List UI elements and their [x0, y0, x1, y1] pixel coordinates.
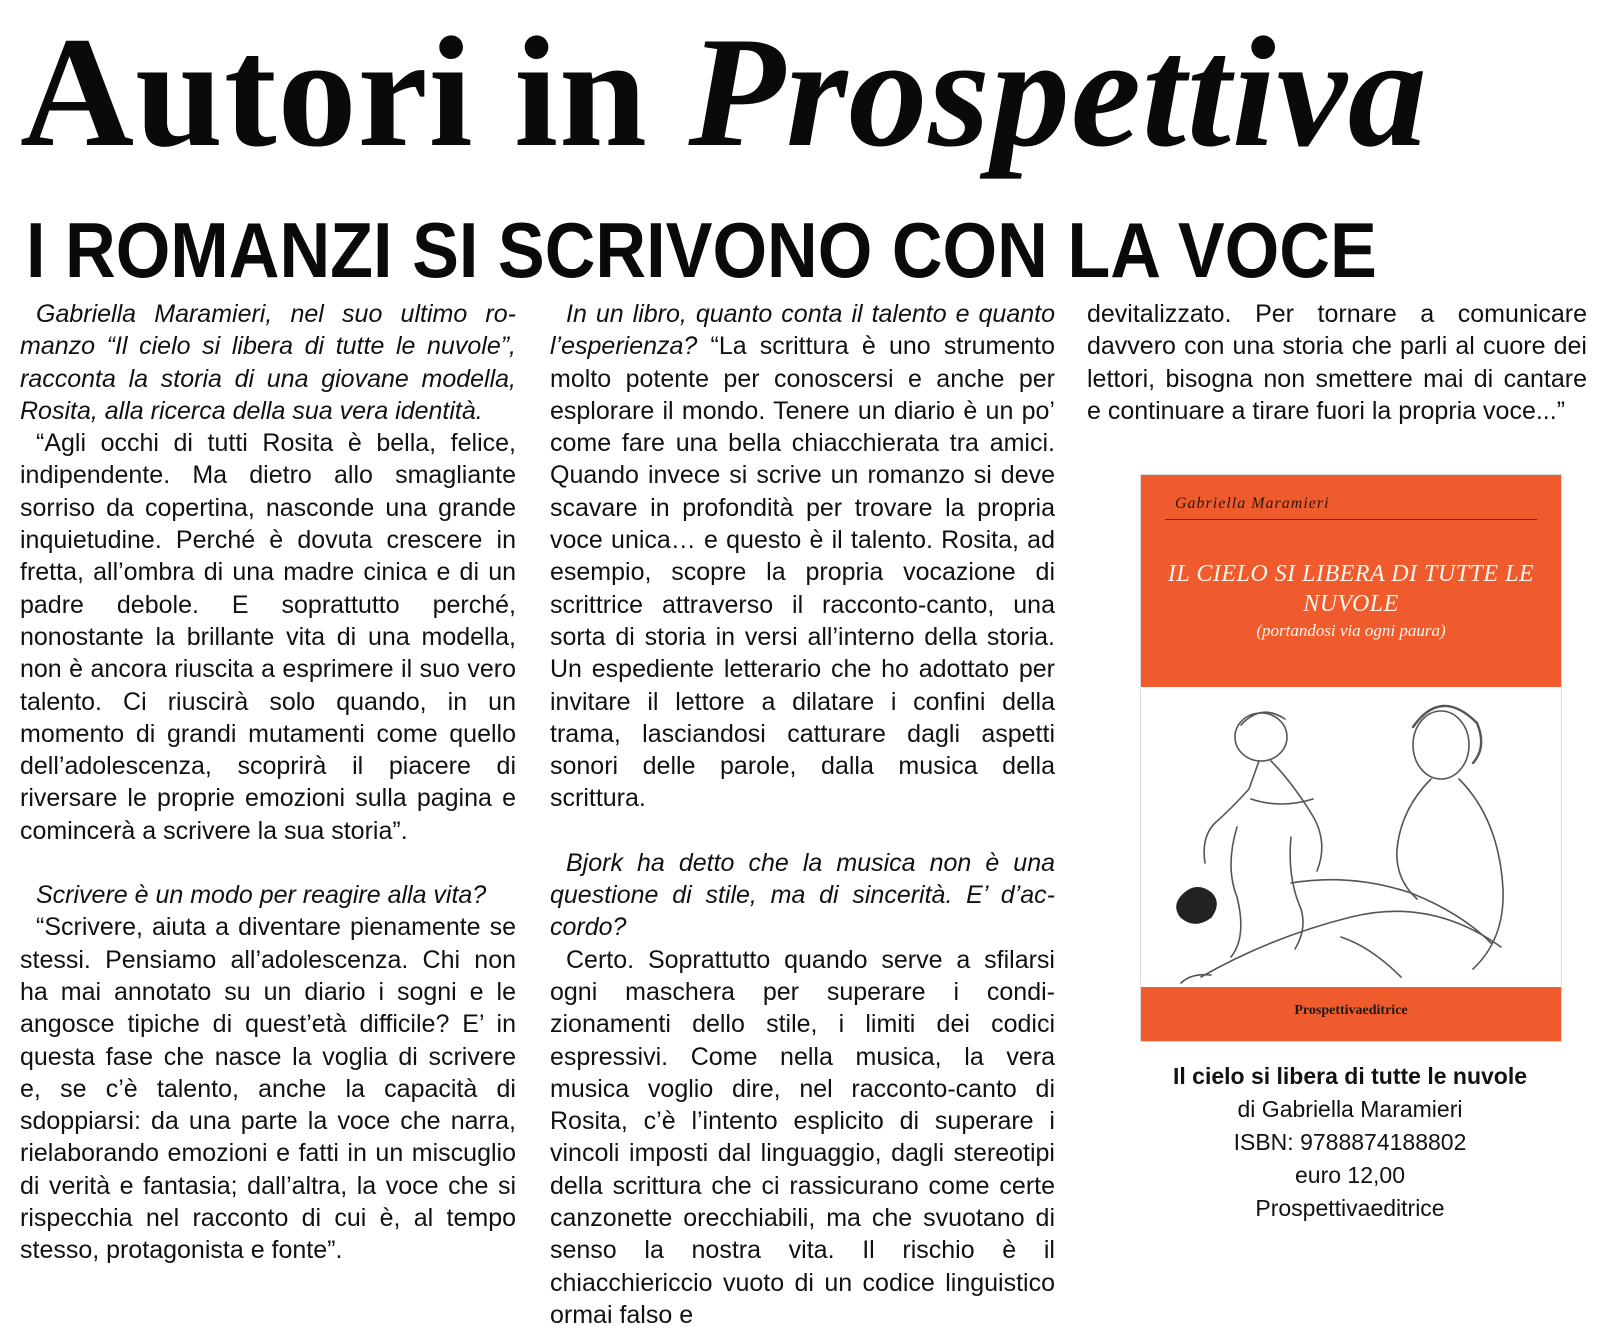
article-column-2	[550, 298, 1055, 1331]
right-figure-legs	[1201, 911, 1501, 977]
interview-answer: “Scrivere, aiuta a diventare pienamente se stessi. Pensiamo all’adolescenza. Chi non ha mai annotato su un diario i sogni e le angosce tipiche di quest’età difficile? E’ in questa fase che nasce la voglia di scrivere e, se c’è talento, anche la capacità di sdoppiarsi: da una parte la voce che narra, rielaborando emozioni e fatti in un miscuglio di verità e fantasia; dall’altra, la voce che si rispecchia nel racconto di cui è, al tempo stesso, protagonista e fonte”.	[20, 913, 516, 1265]
interview-question: In un libro, quanto conta il talento e quanto l’esperienza?	[550, 300, 1055, 361]
cover-subtitle: (portandosi via ogni paura)	[1256, 621, 1446, 640]
cover-divider	[1165, 519, 1537, 520]
cover-publisher: Prospettivaeditrice	[1294, 1003, 1408, 1018]
article-paragraph: devitalizzato. Per tornare a comunicare davvero con una storia che parli al cuore dei lettori, bisogna non smettere mai di cantare e continuare a tirare fuori la propria voce...”	[1087, 300, 1587, 425]
caption-isbn: ISBN: 9788874188802	[1233, 1129, 1467, 1155]
left-figure-back	[1271, 761, 1322, 871]
article-paragraph: “Agli occhi di tutti Rosita è bella, felice, indipendente. Ma dietro allo smagliante sorriso da copertina, nasconde una grande inquietudine. Perché è dovuta crescere in fretta, all’ombra di una madre cinica e di un padre debole. E soprattutto perché, nonostante la brillante vita di una modella, non è ancora riuscita a esprimere il suo vero talento. Ci riuscirà solo quando, in un momento di grandi mutamenti come quello dell’adolescenza, scoprirà il piacere di riversare le proprie emozioni sulla pagina e comincerà a scrivere la sua storia”.	[20, 429, 516, 845]
book-cover	[1140, 474, 1562, 1042]
masthead	[20, 5, 1580, 188]
cover-title: IL CIELO SI LIBERA DI TUTTE LE NUVOLE	[1167, 561, 1535, 617]
interview-answer: Certo. Soprattutto quando serve a sfilarsi ogni maschera per superare i condizionamenti dello stile, i limiti dei codici espressivi. Come nella musica, la vera musica voglio dire, nel racconto-canto di Rosita, c’è l’intento esplicito di superare i vincoli imposti dal linguaggio, dagli stereotipi della scrittura che ci rassicurano come certe canzonette orecchiabili, ma che svuotano di senso la nostra vita. Il rischio è il chiacchiericcio vuoto di un codice linguistico ormai falso e	[550, 945, 1055, 1329]
caption-publisher: Prospettivaeditrice	[1255, 1195, 1445, 1221]
right-figure-torso	[1397, 779, 1431, 899]
caption-title: Il cielo si libera di tutte le nuvole	[1172, 1063, 1528, 1089]
interview-answer: “La scrittura è uno strumento molto potente per conoscersi e anche per esplorare il mondo. Tenere un diario è un po’ come fare una bella chiacchierata tra amici. Quando invece si scrive un romanzo si deve scavare in profondità per trovare la propria voce unica… e questo è il talento. Rosita, ad esempio, scopre la propria vocazione di scrittrice attraverso il racconto-canto, una sorta di storia in versi all’interno della storia. Un espediente letterario che ho adottato per invitare il lettore a dilatare i confini della trama, lasciandosi catturare dagli aspetti sonori delle parole, dalla musica della scrittura.	[550, 332, 1055, 813]
book-caption	[1110, 1060, 1590, 1225]
left-figure-leg	[1231, 827, 1241, 957]
right-figure-back	[1459, 779, 1503, 969]
right-figure-hair	[1413, 706, 1481, 763]
masthead-word-1: Autori in	[20, 5, 648, 180]
masthead-word-2: Prospettiva	[688, 5, 1428, 180]
right-figure-foot	[1181, 975, 1211, 983]
article-headline: I ROMANZI SI SCRIVONO CON LA VOCE	[26, 206, 1377, 294]
cover-author: Gabriella Maramieri	[1175, 495, 1330, 512]
interview-question: Scrivere è un modo per reagire alla vita?	[36, 881, 487, 910]
article-intro: Gabriella Maramieri, nel suo ultimo romanzo “Il cielo si libera di tutte le nuvole”, racconta la storia di una giovane modella, Rosita, alla ricerca della sua vera identità.	[20, 300, 516, 425]
interview-question: Bjork ha detto che la musica non è una questione di stile, ma di sincerità. E’ d’accordo?	[550, 848, 1055, 942]
cat-shape	[1177, 888, 1216, 923]
left-figure-dress	[1251, 799, 1313, 804]
right-figure-knee	[1341, 937, 1401, 977]
cover-illustration	[1141, 687, 1561, 987]
cover-bottom-band	[1141, 987, 1561, 1041]
caption-price: euro 12,00	[1295, 1162, 1405, 1188]
left-figure-head	[1235, 713, 1287, 761]
article-column-3	[1087, 298, 1587, 427]
article-column-1	[20, 298, 516, 1267]
cover-top-band	[1141, 475, 1561, 687]
right-figure-head	[1413, 711, 1469, 779]
caption-author: di Gabriella Maramieri	[1237, 1096, 1463, 1122]
interview-block	[550, 298, 1055, 815]
